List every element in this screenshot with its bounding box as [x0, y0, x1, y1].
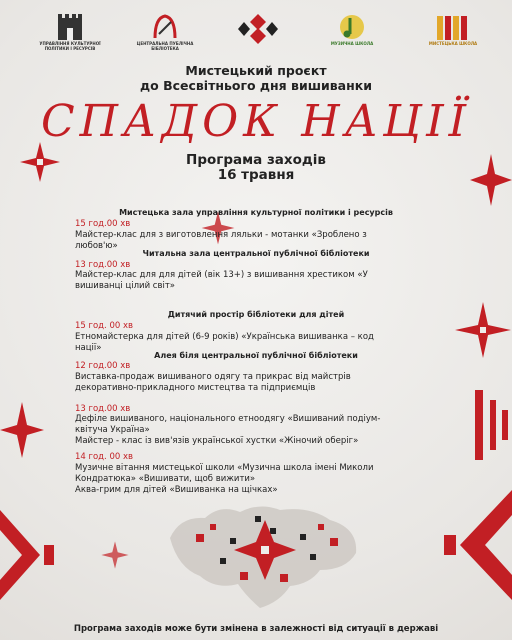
castle-logo [39, 12, 101, 56]
ukraine-map-icon [160, 498, 365, 618]
ornament-star-icon [0, 400, 44, 460]
event-time: 15 год. 00 хв [75, 321, 134, 331]
program-label: Програма заходів [186, 152, 326, 168]
art-school-logo [428, 12, 478, 56]
event-line: Дефіле вишиваного, національного етноодягу «Вишиваний подіум- [75, 414, 381, 424]
section-heading: Алея біля центральної публічної бібліотеки [154, 351, 358, 360]
event-time: 13 год.00 хв [75, 260, 131, 270]
program-date: 16 травня [217, 167, 295, 183]
library-logo [136, 12, 194, 56]
event-line: Кондратюка» «Вишивати, щоб вижити» [75, 474, 256, 484]
event-line: нації» [75, 343, 102, 353]
ornament-star-icon [470, 150, 512, 210]
event-line: квітуча Україна» [75, 425, 150, 435]
music-school-logo [332, 12, 372, 56]
event-line: вишиванці цілий світ» [75, 281, 175, 291]
event-description [75, 372, 455, 394]
logo-caption: МИСТЕЦЬКА ШКОЛА [428, 41, 478, 46]
event-line: Майстер-клас для для дітей (вік 13+) з вишивання хрестиком «У [75, 270, 368, 280]
event-line: любов'ю» [75, 241, 118, 251]
event-line: Музичне вітання мистецької школи «Музична школа імені Миколи [75, 463, 374, 473]
section-heading: Дитячий простір бібліотеки для дітей [167, 310, 345, 319]
project-line1: Мистецький проєкт [185, 63, 327, 78]
event-line: декоративно-прикладного мистецтва та підприємців [75, 383, 316, 393]
ornament-border-icon [430, 480, 512, 610]
event-description [75, 270, 455, 292]
event-time: 14 год. 00 хв [75, 452, 134, 462]
event-description [75, 414, 455, 447]
ornament-border-icon [0, 500, 60, 610]
event-line: Майстер-клас для з виготовлення ляльки - мотанки «Зроблено з [75, 230, 367, 240]
section-heading: Читальна зала центральної публічної бібліотеки [142, 249, 370, 258]
logo-caption: ЦЕНТРАЛЬНА ПУБЛІЧНА БІБЛІОТЕКА [136, 41, 194, 51]
event-time: 15 год.00 хв [75, 219, 131, 229]
section-heading: Мистецька зала управління культурної політики і ресурсів [119, 208, 393, 217]
event-line: Аква-грим для дітей «Вишиванка на щічках» [75, 485, 278, 495]
event-time: 12 год.00 хв [75, 361, 131, 371]
footer-note: Програма заходів може бути змінена в залежності від ситуації в державі [73, 624, 439, 634]
embroidery-logo [238, 12, 278, 56]
page-title: СПАДОК НАЦІЇ [40, 96, 472, 147]
event-time: 13 год.00 хв [75, 404, 131, 414]
event-line: Етномайстерка для дітей (6-9 років) «Українська вишиванка – код [75, 332, 374, 342]
event-line: Майстер - клас із вив'язів української хустки «Жіночий оберіг» [75, 436, 359, 446]
logo-caption: УПРАВЛІННЯ КУЛЬТУРНОЇ ПОЛІТИКИ І РЕСУРСІВ [39, 41, 101, 51]
event-line: Виставка-продаж вишиваного одягу та прикрас від майстрів [75, 372, 351, 382]
logo-caption: МУЗИЧНА ШКОЛА [330, 41, 374, 46]
ornament-border-icon [470, 390, 512, 460]
ornament-star-icon [18, 140, 62, 184]
ornament-star-icon [100, 540, 130, 570]
program-heading [0, 153, 512, 183]
project-line2: до Всесвітнього дня вишиванки [140, 78, 372, 93]
event-description [75, 463, 455, 496]
project-heading [0, 63, 512, 93]
